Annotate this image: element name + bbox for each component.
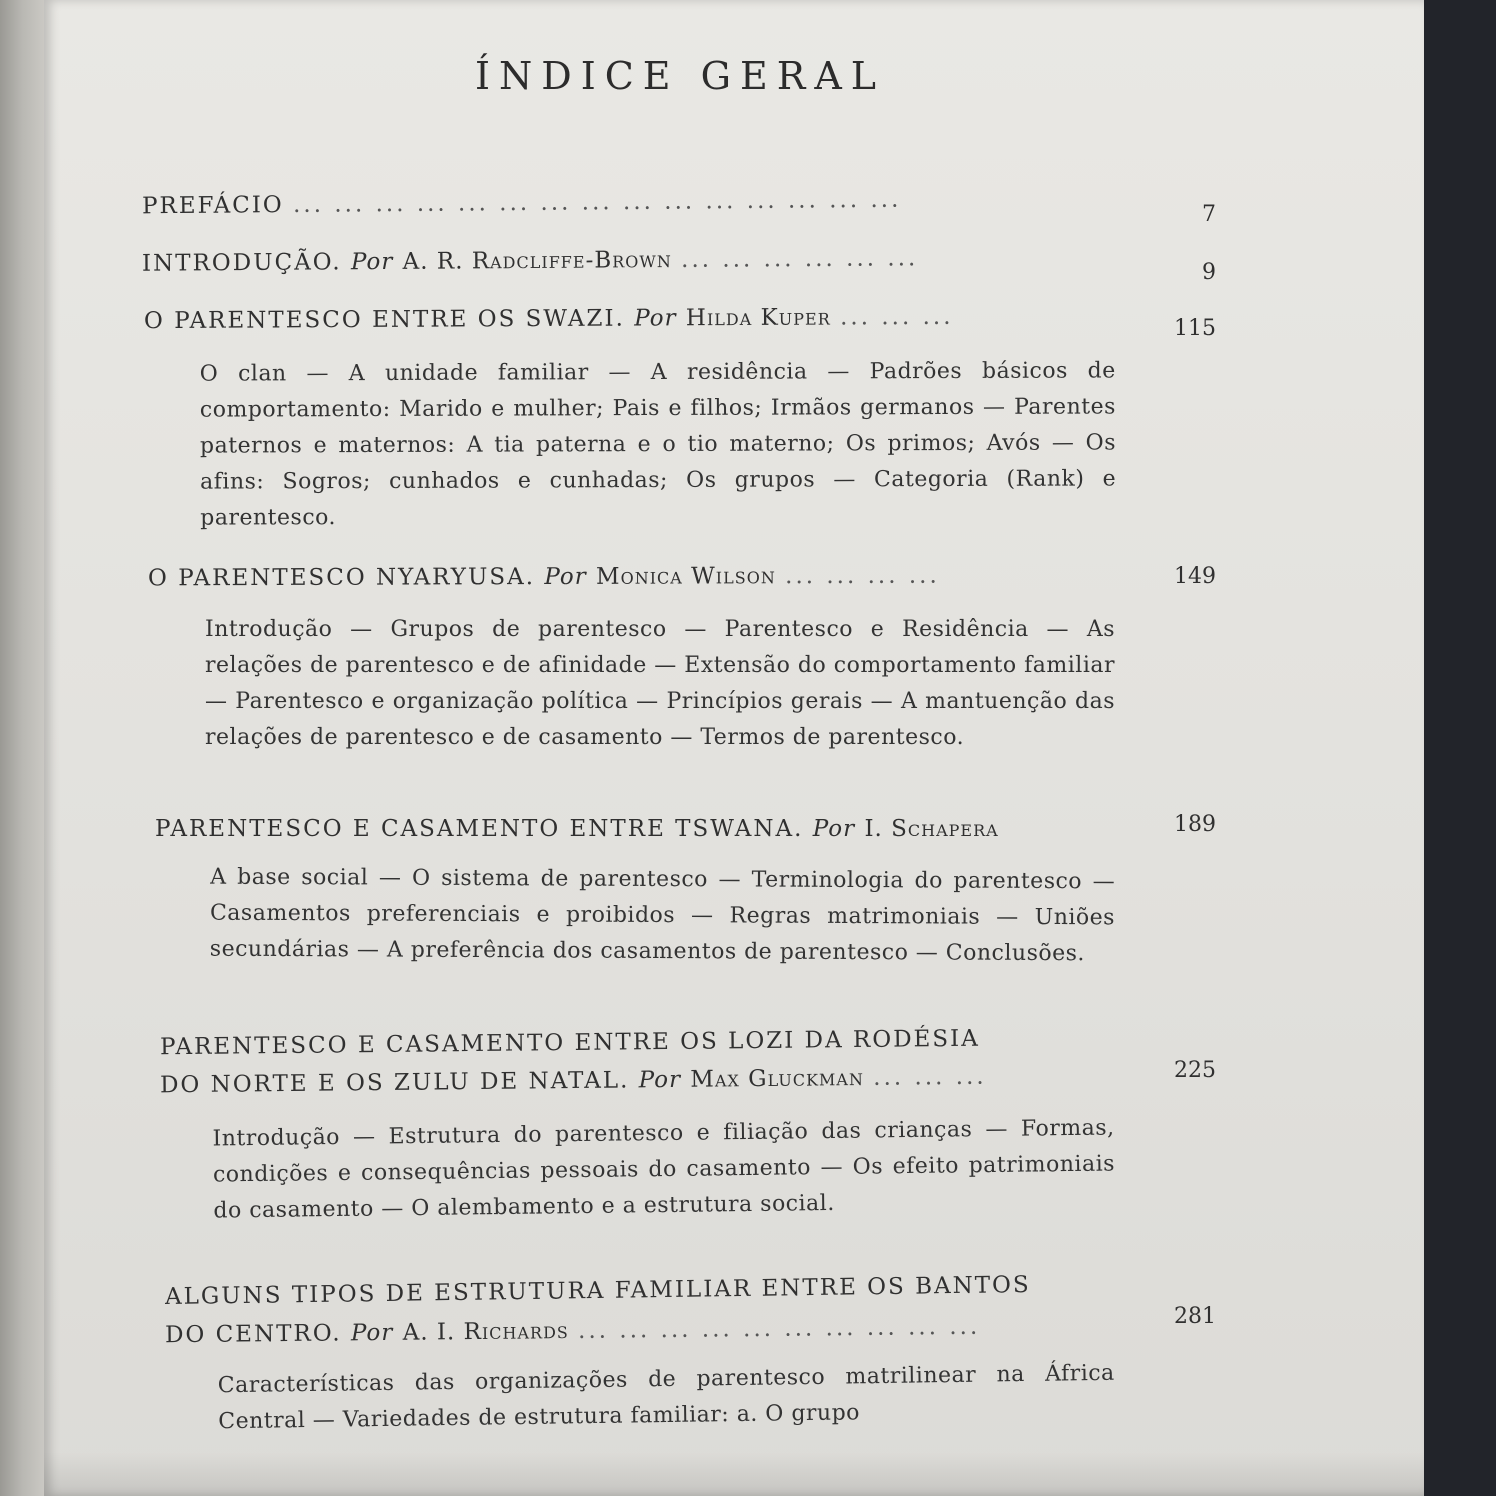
entry-por: Por <box>638 1066 682 1094</box>
page-number: 9 <box>1202 260 1216 285</box>
leader-dots: ... ... ... <box>873 1063 987 1091</box>
toc-entry-nyaryusa <box>148 563 940 592</box>
entry-por: Por <box>812 816 856 842</box>
entry-author: I. Schapera <box>864 816 999 842</box>
entry-summary: Introdução — Estrutura do parentesco e filiação das crianças — Formas, condições e consequências pessoais do casamento — Os efeito patrimoniais do casamento — O alembamento e a estrutura social. <box>212 1115 1116 1224</box>
entry-author: Monica Wilson <box>595 563 776 590</box>
entry-author: A. I. Richards <box>402 1318 569 1346</box>
entry-summary: O clan — A unidade familiar — A residência — Padrões básicos de comportamento: Marido e mulher; Pais e filhos; Irmãos germanos — Parentes paternos e maternos: A tia paterna e o tio materno; Os primos; Avós — Os afins: Sogros; cunhados e cunhadas; Os grupos — Categoria (Rank) e parentesco. <box>199 358 1117 531</box>
entry-por: Por <box>634 305 677 332</box>
entry-author: Hilda Kuper <box>685 304 831 332</box>
leader-dots: ... ... ... ... <box>785 562 940 590</box>
leader-dots: ... ... ... ... ... ... ... ... ... ... ... ... ... ... ... <box>292 186 902 218</box>
page-number: 281 <box>1174 1304 1216 1329</box>
entry-title: PARENTESCO E CASAMENTO ENTRE TSWANA. <box>155 816 804 842</box>
entry-author: A. R. Radcliffe-Brown <box>402 247 672 275</box>
book-spine-edge <box>0 0 50 1496</box>
leader-dots: ... ... ... <box>839 303 954 331</box>
entry-summary: Características das organizações de parentesco matrilinear na África Central — Variedades de estrutura familiar: a. O grupo <box>217 1360 1115 1435</box>
toc-entry-introducao <box>142 245 918 276</box>
page-bottom-shadow <box>44 1452 1424 1496</box>
entry-title-line2: DO CENTRO. <box>164 1320 342 1349</box>
page-number: 189 <box>1174 812 1216 837</box>
page-title: ÍNDICE GERAL <box>474 54 885 98</box>
page-number: 115 <box>1174 316 1216 341</box>
entry-summary: A base social — O sistema de parentesco — Terminologia do parentesco — Casamentos preferenciais e proibidos — Regras matrimoniais — Uniões secundárias — A preferência dos casamentos de parentesco — Conclusões. <box>209 864 1116 967</box>
entry-title-line2: DO NORTE E OS ZULU DE NATAL. <box>159 1067 630 1099</box>
entry-summary: Introdução — Grupos de parentesco — Parentesco e Residência — As relações de parentesco e de afinidade — Extensão do comportamento familiar — Parentesco e organização política — Princípios gerais — A mantuenção das relações de parentesco e de casamento — Termos de parentesco. <box>205 617 1115 750</box>
page-number: 7 <box>1202 202 1216 227</box>
entry-title: O PARENTESCO NYARYUSA. <box>147 564 536 592</box>
entry-title: O PARENTESCO ENTRE OS SWAZI. <box>143 305 625 335</box>
entry-por: Por <box>350 248 394 276</box>
page-number: 225 <box>1174 1058 1216 1083</box>
entry-por: Por <box>350 1319 394 1347</box>
toc-entry-tswana <box>155 816 999 842</box>
entry-por: Por <box>544 563 587 590</box>
leader-dots: ... ... ... ... ... ... ... ... ... ... <box>577 1313 981 1344</box>
entry-author: Max Gluckman <box>690 1064 865 1093</box>
background-dark-edge <box>1424 0 1496 1496</box>
entry-title: PREFÁCIO <box>141 192 284 220</box>
toc-entry-swazi <box>144 304 954 334</box>
entry-title: INTRODUÇÃO. <box>141 249 342 277</box>
page-number: 149 <box>1174 564 1216 589</box>
leader-dots: ... ... ... ... ... ... <box>681 245 919 273</box>
entry-title-line1: ALGUNS TIPOS DE ESTRUTURA FAMILIAR ENTRE OS BANTOS <box>164 1271 1031 1311</box>
entry-title-line1: PARENTESCO E CASAMENTO ENTRE OS LOZI DA RODÉSIA <box>159 1025 980 1061</box>
